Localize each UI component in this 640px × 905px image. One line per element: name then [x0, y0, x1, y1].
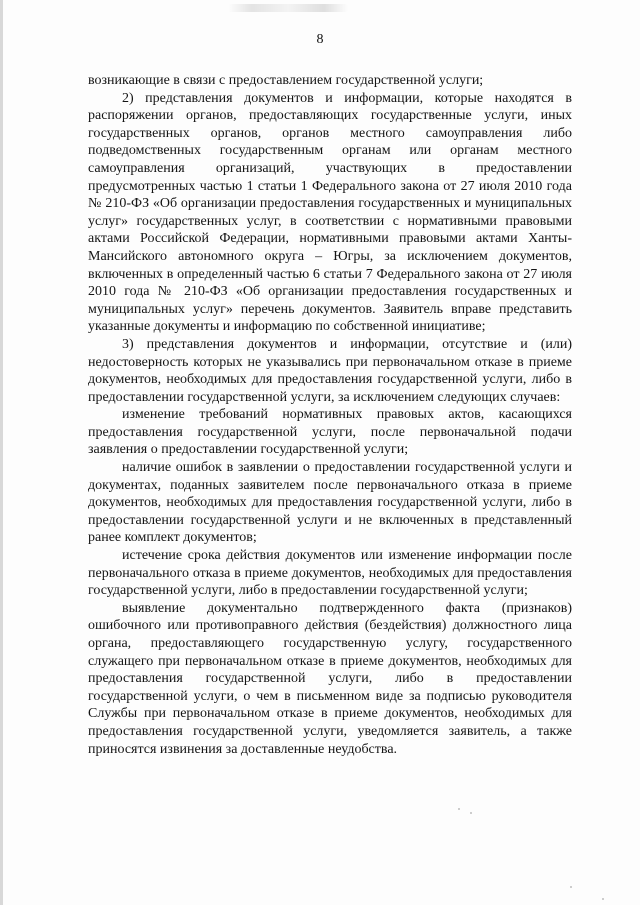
scan-speck: [570, 886, 572, 888]
paragraph: 3) представления документов и информации, отсутствие и (или) недостоверность которых не указывались при первоначальном отказе в приеме документов, необходимых для предоставления государственной услуги, либо в предоставлении государственной услуги, за исключением следующих случаев:: [88, 336, 572, 405]
document-body: [88, 72, 572, 758]
scan-speck: [470, 812, 472, 814]
paragraph: истечение срока действия документов или изменение информации после первоначального отказа в приеме документов, необходимых для предоставления государственной услуги, либо в предоставлении государственной услуги;: [88, 548, 572, 599]
paragraph: выявление документально подтвержденного факта (признаков) ошибочного или противоправного действия (бездействия) должностного лица органа, предоставляющего государственную услугу, государственного служащего при первоначальном отказе в приеме документов, необходимых для предоставления государственной услуги, либо в предоставлении государственной услуги, о чем в письменном виде за подписью руководителя Службы при первоначальном отказе в приеме документов, необходимых для предоставления государственной услуги, уведомляется заявитель, а также приносятся извинения за доставленные неудобства.: [88, 600, 572, 757]
paragraph: изменение требований нормативных правовых актов, касающихся предоставления государственной услуги, после первоначальной подачи заявления о предоставлении государственной услуги;: [88, 407, 572, 458]
paragraph: наличие ошибок в заявлении о предоставлении государственной услуги и документах, поданных заявителем после первоначального отказа в приеме документов, необходимых для предоставления государственной услуги, либо в предоставлении государственной услуги и не включенных в представленный ранее комплект документов;: [88, 460, 572, 546]
scan-edge-shadow: [0, 0, 3, 905]
scan-speck: [458, 808, 460, 810]
page-number: 8: [316, 32, 324, 47]
scan-speck: [602, 898, 604, 900]
paragraph: 2) представления документов и информации, которые находятся в распоряжении органов, предоставляющих государственные услуги, иных государственных органов, органов местного самоуправления либо подведомственных государственным органам или органам местного самоуправления организаций, участвующих в предоставлении предусмотренных частью 1 статьи 1 Федерального закона от 27 июля 2010 года № 210-ФЗ «Об организации предоставления государственных и муниципальных услуг» государственных услуг, в соответствии с нормативными правовыми актами Российской Федерации, нормативными правовыми актами Ханты-Мансийского автономного округа – Югры, за исключением документов, включенных в определенный частью 6 статьи 7 Федерального закона от 27 июля 2010 года № 210-ФЗ «Об организации предоставления государственных и муниципальных услуг» перечень документов. Заявитель вправе представить указанные документы и информацию по собственной инициативе;: [88, 90, 572, 335]
scan-artifact: [228, 4, 348, 12]
paragraph: возникающие в связи с предоставлением государственной услуги;: [88, 73, 484, 88]
